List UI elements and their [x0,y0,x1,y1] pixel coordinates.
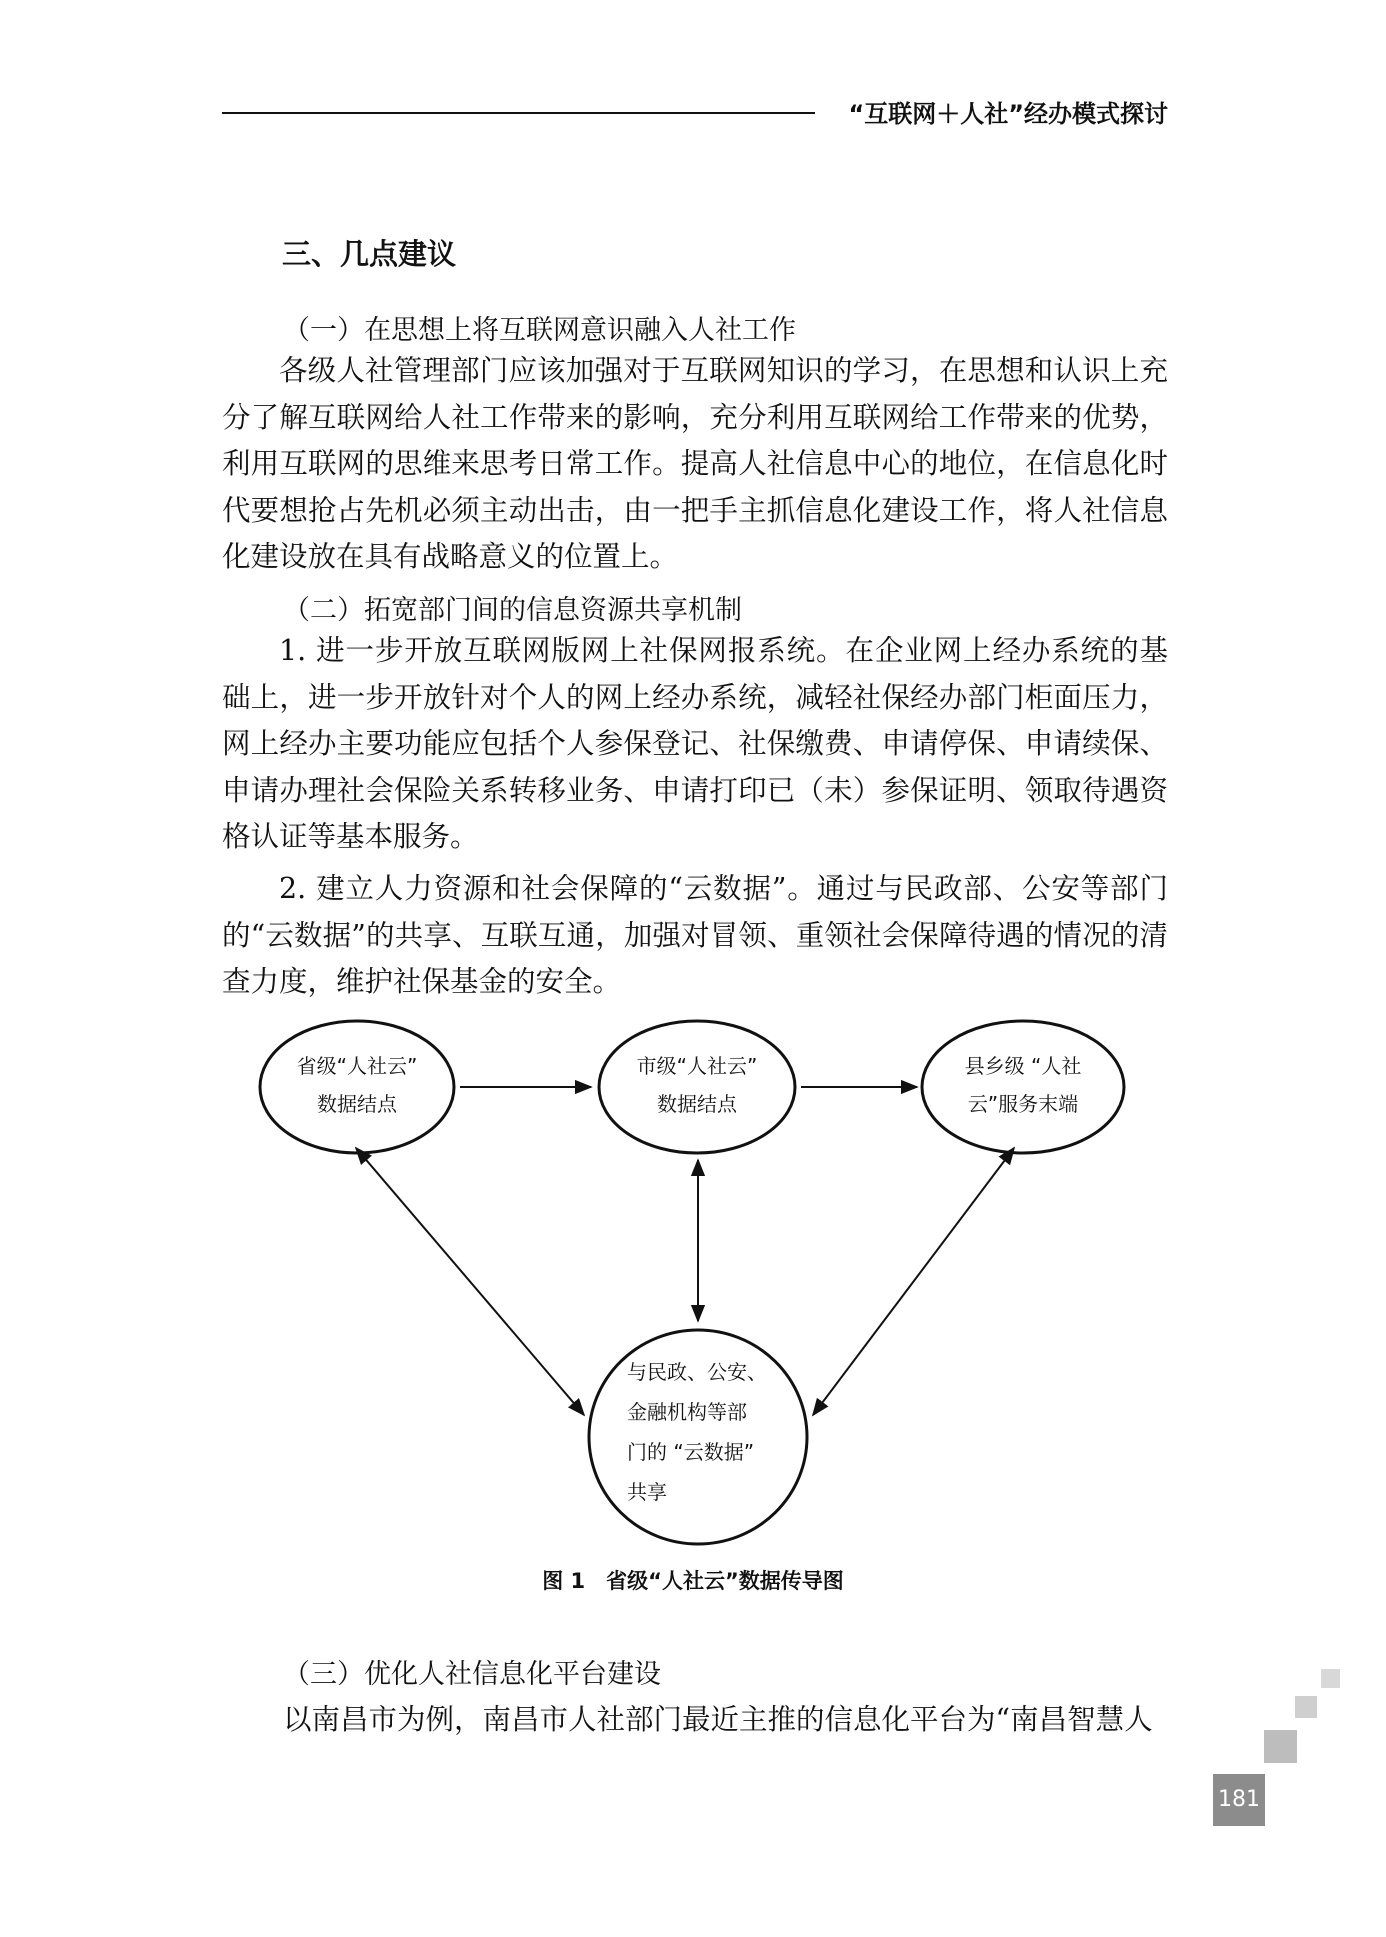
provincial-label-1: 省级“人社云” [296,1054,418,1078]
city-label-1: 市级“人社云” [636,1054,758,1078]
arrow-provincial-sharing [356,1148,584,1415]
sharing-label-2: 金融机构等部 [627,1400,747,1424]
subsection-heading-1: （一）在思想上将互联网意识融入人社工作 [283,315,796,346]
decorative-square [1295,1696,1317,1718]
county-node [922,1021,1124,1153]
figure-caption: 图 1 省级“人社云”数据传导图 [542,1569,844,1593]
sharing-label-3: 门的 “云数据” [627,1440,755,1464]
county-label-1: 县乡级 “人社 [964,1054,1082,1078]
paragraph-3: 2. 建立人力资源和社会保障的“云数据”。通过与民政部、公安等部门的“云数据”的共享、互联互通，加强对冒领、重领社会保障待遇的情况的清查力度，维护社保基金的安全。 [222,872,1168,998]
county-label-2: 云”服务末端 [967,1092,1079,1116]
subsection-heading-3: （三）优化人社信息化平台建设 [283,1659,661,1690]
city-node [599,1021,795,1153]
arrow-county-sharing [813,1148,1014,1415]
decorative-square [1264,1730,1297,1763]
city-label-2: 数据结点 [657,1092,737,1116]
page-number: 181 [1213,1774,1265,1826]
section-heading: 三、几点建议 [282,237,457,271]
sharing-label-1: 与民政、公安、 [627,1360,767,1384]
provincial-node [260,1021,454,1153]
decorative-square [1321,1669,1340,1688]
running-title: “互联网＋人社”经办模式探讨 [848,100,1168,128]
subsection-heading-2: （二）拓宽部门间的信息资源共享机制 [283,595,742,626]
paragraph-2: 1. 进一步开放互联网版网上社保网报系统。在企业网上经办系统的基础上，进一步开放针对个人的网上经办系统，减轻社保经办部门柜面压力，网上经办主要功能应包括个人参保登记、社保缴费、申请停保、申请续保、申请办理社会保险关系转移业务、申请打印已（未）参保证明、领取待遇资格认证等基本服务。 [222,634,1168,853]
paragraph-4: 以南昌市为例，南昌市人社部门最近主推的信息化平台为“南昌智慧人 [283,1703,1153,1736]
paragraph-1: 各级人社管理部门应该加强对于互联网知识的学习，在思想和认识上充分了解互联网给人社工作带来的影响，充分利用互联网给工作带来的优势，利用互联网的思维来思考日常工作。提高人社信息中心的地位，在信息化时代要想抢占先机必须主动出击，由一把手主抓信息化建设工作，将人社信息化建设放在具有战略意义的位置上。 [222,354,1168,573]
provincial-label-2: 数据结点 [317,1092,397,1116]
sharing-label-4: 共享 [627,1480,667,1504]
